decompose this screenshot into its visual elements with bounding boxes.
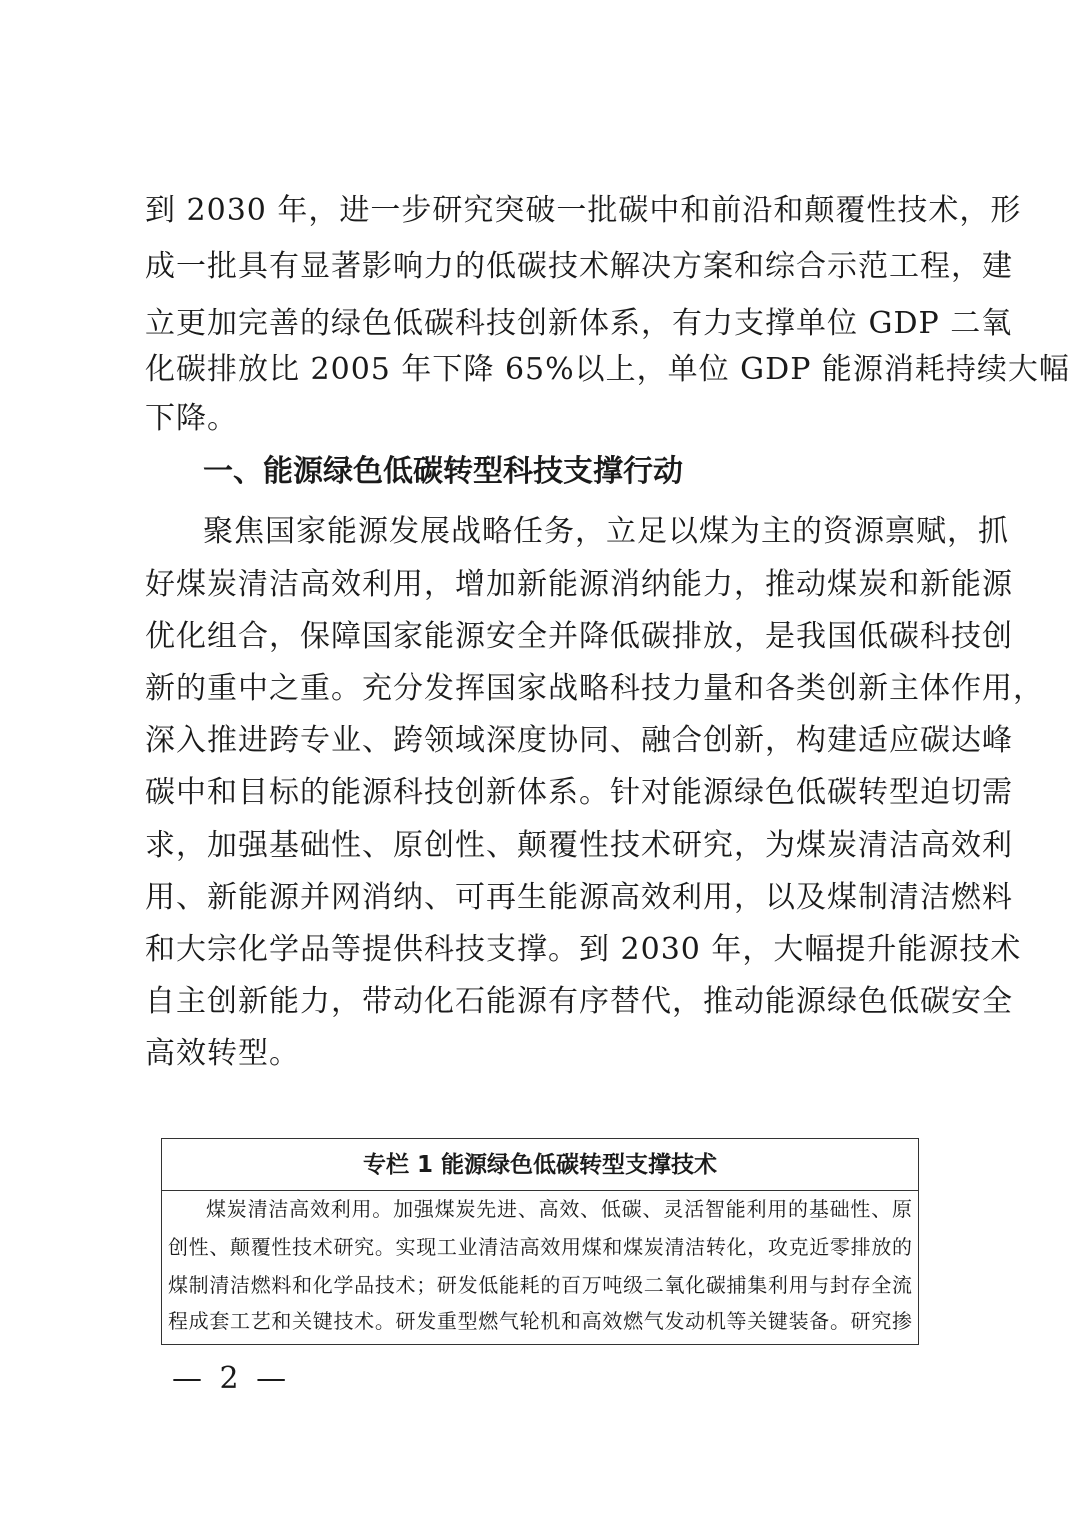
paragraph-line: 好煤炭清洁高效利用，增加新能源消纳能力，推动煤炭和新能源: [145, 567, 1013, 602]
paragraph-line: 优化组合，保障国家能源安全并降低碳排放，是我国低碳科技创: [145, 619, 1013, 654]
column-box: [161, 1138, 919, 1345]
paragraph-line: 新的重中之重。充分发挥国家战略科技力量和各类创新主体作用，: [145, 671, 1044, 706]
paragraph-line: 和大宗化学品等提供科技支撑。到 2030 年，大幅提升能源技术: [145, 932, 1022, 967]
paragraph-line: 到 2030 年，进一步研究突破一批碳中和前沿和颠覆性技术，形: [145, 193, 1022, 228]
paragraph-line: 立更加完善的绿色低碳科技创新体系，有力支撑单位 GDP 二氧: [145, 306, 1013, 341]
column-box-line: 创性、颠覆性技术研究。实现工业清洁高效用煤和煤炭清洁转化，攻克近零排放的: [168, 1235, 912, 1259]
column-box-line: 煤炭清洁高效利用。加强煤炭先进、高效、低碳、灵活智能利用的基础性、原: [206, 1197, 912, 1221]
column-box-line: 程成套工艺和关键技术。研发重型燃气轮机和高效燃气发动机等关键装备。研究掺: [168, 1309, 912, 1333]
column-box-title: 专栏 1 能源绿色低碳转型支撑技术: [162, 1139, 918, 1191]
paragraph-line: 高效转型。: [145, 1036, 300, 1071]
paragraph-line: 成一批具有显著影响力的低碳技术解决方案和综合示范工程，建: [145, 249, 1013, 284]
paragraph-line: 碳中和目标的能源科技创新体系。针对能源绿色低碳转型迫切需: [145, 775, 1013, 810]
page-number: — 2 —: [172, 1361, 291, 1396]
paragraph-line: 下降。: [145, 401, 238, 436]
column-box-line: 煤制清洁燃料和化学品技术；研发低能耗的百万吨级二氧化碳捕集利用与封存全流: [168, 1273, 912, 1297]
paragraph-line: 求，加强基础性、原创性、颠覆性技术研究，为煤炭清洁高效利: [145, 828, 1013, 863]
paragraph-line: 深入推进跨专业、跨领域深度协同、融合创新，构建适应碳达峰: [145, 723, 1013, 758]
paragraph-line: 化碳排放比 2005 年下降 65%以上，单位 GDP 能源消耗持续大幅: [145, 352, 1070, 387]
paragraph-line: 聚焦国家能源发展战略任务，立足以煤为主的资源禀赋，抓: [203, 514, 1009, 549]
section-heading: 一、能源绿色低碳转型科技支撑行动: [203, 454, 683, 489]
paragraph-line: 用、新能源并网消纳、可再生能源高效利用，以及煤制清洁燃料: [145, 880, 1013, 915]
paragraph-line: 自主创新能力，带动化石能源有序替代，推动能源绿色低碳安全: [145, 984, 1013, 1019]
